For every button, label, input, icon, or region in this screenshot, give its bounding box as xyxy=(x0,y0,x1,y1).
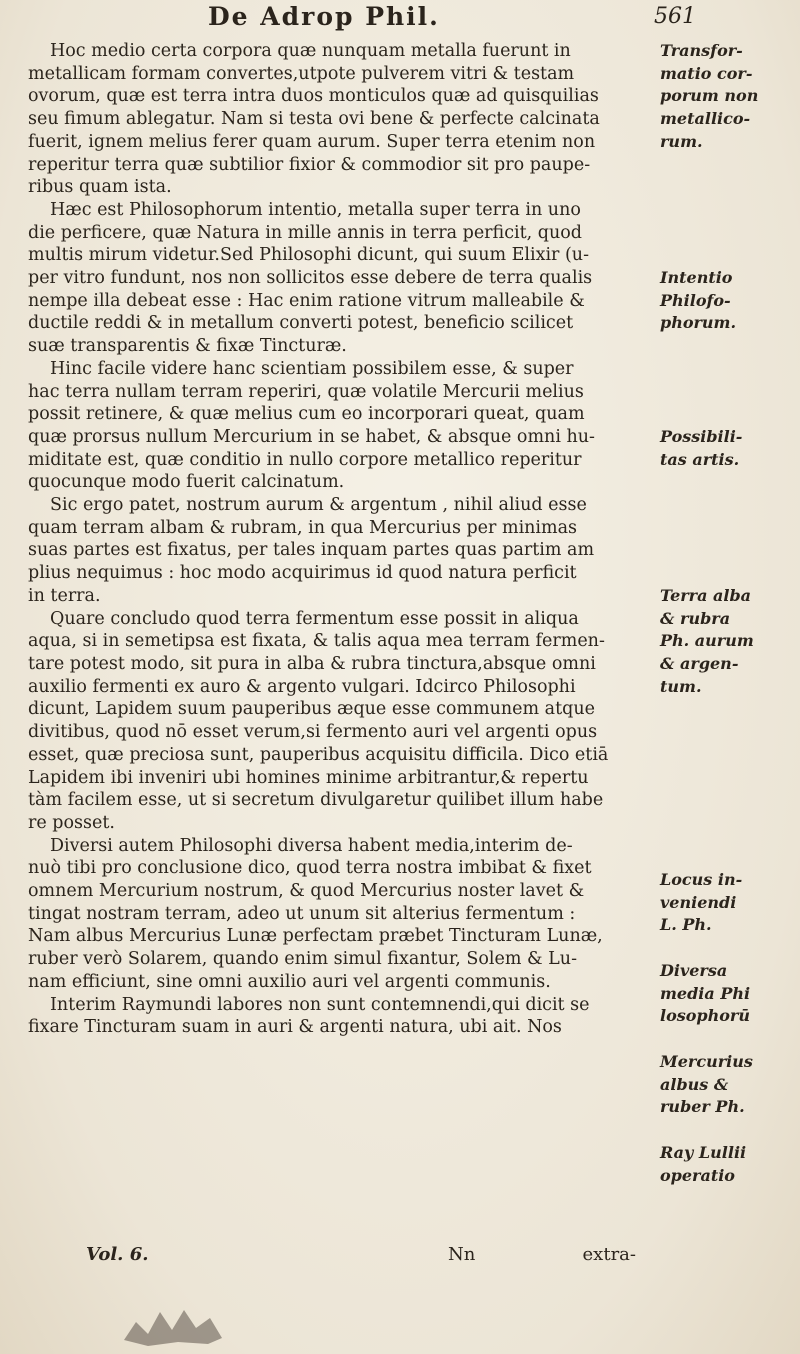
paragraph-5: Quare concludo quod terra fermentum esse possit in aliqua aqua, si in semetipsa est fixata, & talis aqua mea terram fermen- tare potest modo, sit pura in alba & rubra tinctura,absque omni auxilio fermenti ex auro & argento vulgari. Idcirco Philosophi dicunt, Lapidem suum pauperibus æque esse communem atque divitibus, quod nō esset verum,si fermento auri vel argenti opus esset, quæ preciosa sunt, pauperibus acquisitu difficila. Dico etiā Lapidem ibi inveniri ubi homines minime arbitrantur,& repertu tàm facilem esse, ut si secretum divulgaretur quilibet illum habe re posset. xyxy=(28,608,609,833)
paragraph-1: Hoc medio certa corpora quæ nunquam metalla fuerunt in metallicam formam convertes,utpote pulverem vitri & testam ovorum, quæ est terra intra duos monticulos quæ ad quisquilias seu fimum ablegatur. Nam si testa ovi bene & perfecte calcinata fuerit, ignem melius ferer quam aurum. Super terra etenim non reperitur terra quæ subtilior fixior & commodior sit pro paupe- ribus quam ista. xyxy=(28,41,600,198)
margin-note-diversa-media: Diversa media Phi losophorū xyxy=(660,961,751,1026)
volume-signature: Vol. 6. xyxy=(86,1244,149,1265)
page-header xyxy=(208,2,748,34)
margin-note-possibilitas: Possibili- tas artis. xyxy=(660,427,743,469)
paragraph-2: Hæc est Philosophorum intentio, metalla super terra in uno die perficere, quæ Natura in mille annis in terra perficit, quod multis mirum videtur.Sed Philosophi dicunt, qui suum Elixir (u- per vitro fundunt, nos non sollicitos esse debere de terra qualis nempe illa debeat esse : Hac enim ratione vitrum malleabile & ductile reddi & in metallum converti potest, beneficio scilicet suæ transparentis & fixæ Tincturæ. xyxy=(28,199,593,357)
margin-note-transformatio: Transfor- matio cor- porum non metallico- rum. xyxy=(660,41,759,151)
margin-note-raymundus: Ray Lullii operatio xyxy=(660,1143,747,1185)
body-text xyxy=(28,40,656,1039)
running-head: De Adrop Phil. xyxy=(208,2,440,31)
page-number: 561 xyxy=(654,4,696,29)
catchword: extra- xyxy=(582,1244,636,1265)
margin-note-mercurius: Mercurius albus & ruber Ph. xyxy=(660,1052,753,1117)
paragraph-3: Hinc facile videre hanc scientiam possibilem esse, & super hac terra nullam terram reperiri, quæ volatile Mercurii melius possit retinere, & quæ melius cum eo incorporari queat, quam quæ prorsus nullum Mercurium in se habet, & absque omni hu- miditate est, quæ conditio in nullo corpore metallico reperitur quocunque modo fuerit calcinatum. xyxy=(28,358,595,493)
paragraph-4: Sic ergo patet, nostrum aurum & argentum , nihil aliud esse quam terram albam & rubram, in qua Mercurius per minimas suas partes est fixatus, per tales inquam partes quas partim am plius nequimus : hoc modo acquirimus id quod natura perficit in terra. xyxy=(28,495,595,606)
page-footer xyxy=(28,1244,668,1268)
margin-note-terra-alba: Terra alba & rubra Ph. aurum & argen- tum. xyxy=(660,586,754,696)
paragraph-7: Interim Raymundi labores non sunt contemnendi,qui dicit se fixare Tincturam suam in auri & argenti natura, ubi ait. Nos xyxy=(28,994,590,1038)
margin-note-intentio: Intentio Philofo- phorum. xyxy=(660,268,737,333)
quire-mark: Nn xyxy=(448,1244,476,1265)
ink-blot-mark xyxy=(118,1300,228,1348)
paragraph-6: Diversi autem Philosophi diversa habent media,interim de- nuò tibi pro conclusione dico, quod terra nostra imbibat & fixet omnem Mercurium nostrum, & quod Mercurius noster lavet & tingat nostram terram, adeo ut unum sit alterius fermentum : Nam albus Mercurius Lunæ perfectam præbet Tincturam Lunæ, ruber verò Solarem, quando enim simul fixantur, Solem & Lu- nam efficiunt, sine omni auxilio auri vel argenti communis. xyxy=(28,835,603,992)
margin-note-locus: Locus in- veniendi L. Ph. xyxy=(660,870,743,935)
